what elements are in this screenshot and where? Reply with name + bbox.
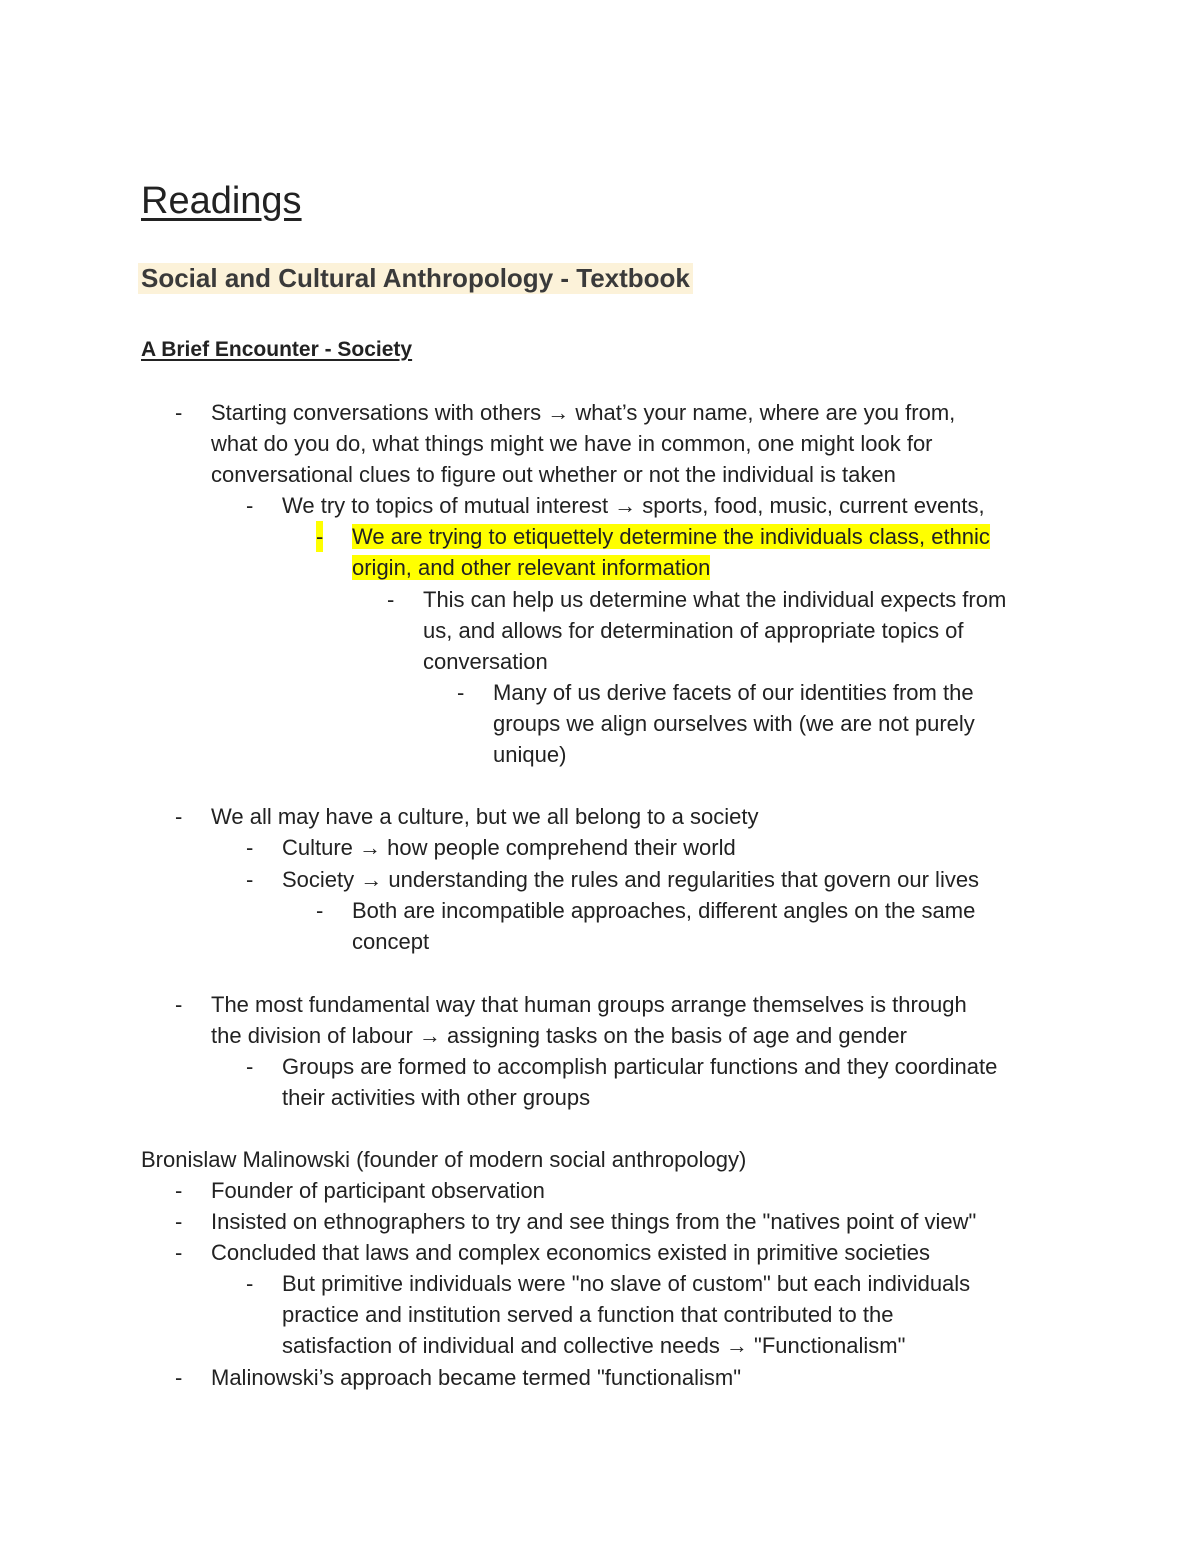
bullet-dash: - [175,1209,183,1234]
bullet-dash: - [175,400,183,425]
note-line: Culture → how people comprehend their world [282,835,736,860]
bullet-dash: - [246,1271,254,1296]
highlighted-note-line: origin, and other relevant information [352,555,711,580]
bullet-dash: - [175,1178,183,1203]
note-line: conversation [423,649,548,674]
bullet-dash: - [246,493,254,518]
note-line: what do you do, what things might we have in common, one might look for [211,431,933,456]
note-line: concept [352,929,430,954]
note-line: The most fundamental way that human groups arrange themselves is through [211,992,967,1017]
note-line: the division of labour → assigning tasks on the basis of age and gender [211,1023,907,1048]
bullet-dash: - [387,587,395,612]
bullet-dash: - [457,680,465,705]
note-line: satisfaction of individual and collective needs → "Functionalism" [282,1333,906,1358]
bullet-dash: - [175,1365,183,1390]
bullet-dash: - [246,867,254,892]
bullet-dash: - [316,521,323,552]
textbook-heading: Social and Cultural Anthropology - Textbook [138,263,693,294]
note-line: groups we align ourselves with (we are not purely [493,711,975,736]
note-line: Groups are formed to accomplish particular functions and they coordinate [282,1054,998,1079]
bullet-dash: - [316,898,324,923]
note-line: practice and institution served a function that contributed to the [282,1302,894,1327]
note-line: us, and allows for determination of appropriate topics of [423,618,964,643]
note-line: This can help us determine what the individual expects from [423,587,1007,612]
note-line: Society → understanding the rules and regularities that govern our lives [282,867,980,892]
highlighted-note-line: We are trying to etiquettely determine the individuals class, ethnic [352,524,990,549]
note-line: unique) [493,742,567,767]
note-line: Malinowski’s approach became termed "functionalism" [211,1365,742,1390]
bullet-dash: - [175,992,183,1017]
note-line: Starting conversations with others → what’s your name, where are you from, [211,400,956,425]
section-heading: A Brief Encounter - Society [141,338,413,361]
note-line: Concluded that laws and complex economics existed in primitive societies [211,1240,931,1265]
malinowski-heading: Bronislaw Malinowski (founder of modern social anthropology) [141,1147,747,1172]
page-title: Readings [141,180,302,222]
bullet-dash: - [175,804,183,829]
note-line: their activities with other groups [282,1085,591,1110]
note-line: Both are incompatible approaches, different angles on the same [352,898,976,923]
bullet-dash: - [175,1240,183,1265]
note-line: Insisted on ethnographers to try and see things from the "natives point of view" [211,1209,977,1234]
bullet-dash: - [246,835,254,860]
note-line: But primitive individuals were "no slave of custom" but each individuals [282,1271,971,1296]
note-line: Many of us derive facets of our identities from the [493,680,974,705]
bullet-dash: - [246,1054,254,1079]
note-line: Founder of participant observation [211,1178,545,1203]
note-line: We all may have a culture, but we all belong to a society [211,804,759,829]
note-line: conversational clues to figure out whether or not the individual is taken [211,462,896,487]
note-line: We try to topics of mutual interest → sports, food, music, current events, [282,493,985,518]
